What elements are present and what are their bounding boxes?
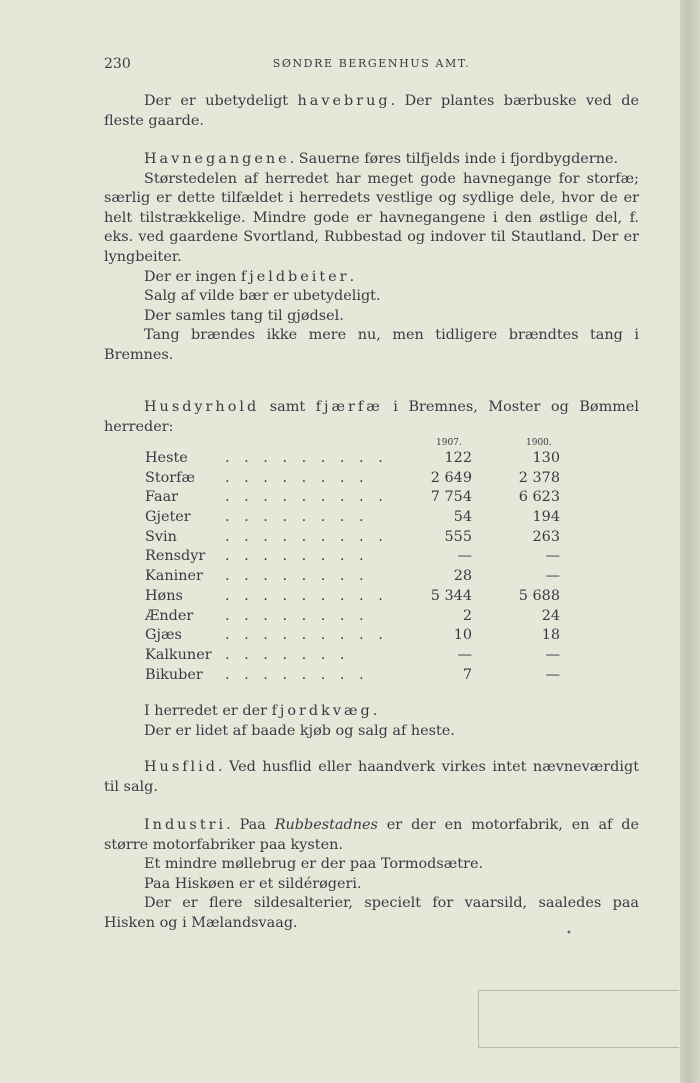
- row-label: Rensdyr: [145, 548, 206, 565]
- table-row: [145, 529, 570, 549]
- silderogeri-line: Paa Hiskøen er et sildérøgeri.: [144, 875, 362, 892]
- value-1900: —: [545, 568, 560, 585]
- running-title: SØNDRE BERGENHUS AMT.: [272, 57, 471, 70]
- row-leader-dots: . . . . . . . . .: [225, 450, 388, 466]
- fjeldbeiter-term: fjeldbeiter: [240, 268, 350, 285]
- value-1907: 2: [462, 607, 472, 624]
- row-label: Ænder: [145, 607, 194, 624]
- value-1907: 10: [453, 627, 472, 644]
- row-label: Heste: [145, 450, 188, 466]
- fjeldbeiter-text-pre: Der er ingen: [144, 268, 241, 285]
- row-label: Høns: [145, 587, 183, 604]
- industri-text-post: er der en motorfabrik, en af de større motorfabriker paa kysten.: [104, 817, 639, 853]
- table-row: [145, 470, 570, 490]
- page-number: 230: [104, 56, 131, 72]
- table-row: [145, 450, 570, 470]
- value-1907: —: [457, 548, 472, 565]
- table-row: [145, 667, 570, 687]
- industri-heading: Industri: [144, 817, 227, 833]
- section-havnegange: [104, 150, 639, 366]
- section-fjordkvaeg: [104, 702, 639, 741]
- row-leader-dots: . . . . . . . .: [225, 607, 369, 624]
- havebrug-term: havebrug: [297, 93, 391, 109]
- husdyrhold-heading: Husdyrhold: [144, 399, 260, 415]
- corner-paper-box: [478, 990, 679, 1048]
- row-leader-dots: . . . . . . . .: [225, 548, 369, 565]
- row-label: Storfæ: [145, 469, 196, 486]
- value-1900: 194: [532, 509, 560, 526]
- fjordkvaeg-text-post: .: [372, 703, 378, 719]
- table-row: [145, 627, 570, 647]
- havnegange-paragraph: Størstedelen af herredet har meget gode havnegange for storfæ; særlig er dette tilfældet i herredets vestlige og sydlige dele, hvor de er helt tilstrækkelige. Mindre gode er havnegangene i den østlige del, f. eks. ved gaardene Svortland, Rubbestad og indover til Stautland. Der er lyngbeiter.: [104, 170, 639, 265]
- table-row: [145, 588, 570, 608]
- industri-text-pre: . Paa: [226, 817, 275, 833]
- table-row: [145, 509, 570, 529]
- husdyrhold-mid: samt: [259, 399, 316, 415]
- row-leader-dots: . . . . . . . .: [225, 509, 369, 526]
- col-1900-header: 1900.: [526, 438, 552, 448]
- page-edge: [680, 0, 700, 1083]
- heste-salg-line: Der er lidet af baade kjøb og salg af heste.: [144, 722, 455, 739]
- row-label: Kalkuner: [145, 646, 212, 663]
- row-leader-dots: . . . . . . . .: [225, 568, 369, 585]
- value-1900: —: [545, 646, 560, 663]
- value-1900: 130: [532, 450, 560, 466]
- row-leader-dots: . . . . . . . .: [225, 469, 369, 486]
- tang-gjodsel-line: Der samles tang til gjødsel.: [144, 307, 344, 324]
- value-1900: 5 688: [518, 587, 560, 604]
- col-1907-header: 1907.: [436, 438, 462, 448]
- row-label: Gjeter: [145, 509, 191, 526]
- value-1900: 6 623: [518, 489, 560, 506]
- value-1907: 7: [462, 666, 472, 683]
- row-leader-dots: . . . . . . . . .: [225, 627, 388, 644]
- tang-brending-line: Tang brændes ikke mere nu, men tidligere brændtes tang i Bremnes.: [104, 327, 639, 363]
- section-industri: [104, 816, 639, 934]
- ink-dot: •: [566, 928, 572, 939]
- husflid-text: . Ved husflid eller haandverk virkes intet nævneværdigt til salg.: [104, 759, 639, 795]
- table-row: [145, 489, 570, 509]
- mollebrug-line: Et mindre møllebrug er der paa Tormodsætre.: [144, 856, 484, 873]
- rubbestadnes-place: Rubbestadnes: [274, 817, 378, 833]
- value-1907: 122: [444, 450, 472, 466]
- value-1900: 24: [541, 607, 560, 624]
- row-label: Kaniner: [145, 568, 203, 585]
- husdyrhold-post: i Bremnes, Moster og Bømmel herreder:: [104, 399, 639, 435]
- row-label: Bikuber: [145, 666, 203, 683]
- value-1900: 18: [541, 627, 560, 644]
- havnegange-intro: . Sauerne føres tilfjelds inde i fjordbygderne.: [289, 151, 619, 167]
- fjordkvaeg-term: fjordkvæg: [271, 703, 373, 719]
- value-1907: 555: [444, 528, 472, 545]
- fjordkvaeg-text-pre: I herredet er der: [144, 703, 272, 719]
- row-label: Gjæs: [145, 627, 182, 644]
- page-header: [104, 56, 639, 78]
- havebrug-text-post: . Der plantes bærbuske ved de fleste gaarde.: [104, 93, 639, 129]
- fjaerfae-term: fjærfæ: [315, 399, 383, 415]
- value-1907: 28: [453, 568, 472, 585]
- value-1900: 263: [532, 528, 560, 545]
- value-1900: —: [545, 548, 560, 565]
- row-leader-dots: . . . . . . . . .: [225, 587, 388, 604]
- row-leader-dots: . . . . . . . . .: [225, 528, 388, 545]
- row-label: Svin: [145, 528, 177, 545]
- section-havebrug: [104, 92, 639, 131]
- table-row: [145, 548, 570, 568]
- row-label: Faar: [145, 489, 179, 506]
- havebrug-text-pre: Der er ubetydeligt: [144, 93, 298, 109]
- sildesalterier-line: Der er flere sildesalterier, specielt for vaarsild, saaledes paa Hisken og i Mælandsvaag.: [104, 895, 639, 931]
- row-leader-dots: . . . . . . .: [225, 646, 350, 663]
- table-row: [145, 568, 570, 588]
- row-leader-dots: . . . . . . . . .: [225, 489, 388, 506]
- table-row: [145, 608, 570, 628]
- table-header: [145, 432, 570, 450]
- value-1907: 2 649: [430, 469, 472, 486]
- section-husflid: [104, 758, 639, 797]
- value-1907: 54: [453, 509, 472, 526]
- row-leader-dots: . . . . . . . .: [225, 666, 369, 683]
- havnegange-heading: Havnegangene: [144, 151, 290, 167]
- value-1900: 2 378: [518, 469, 560, 486]
- livestock-table: [145, 432, 570, 686]
- value-1907: —: [457, 646, 472, 663]
- table-row: [145, 647, 570, 667]
- vilde-baer-line: Salg af vilde bær er ubetydeligt.: [144, 288, 381, 305]
- value-1907: 5 344: [430, 587, 472, 604]
- fjeldbeiter-text-post: .: [349, 268, 355, 285]
- husflid-heading: Husflid: [144, 759, 218, 775]
- value-1900: —: [545, 666, 560, 683]
- value-1907: 7 754: [430, 489, 472, 506]
